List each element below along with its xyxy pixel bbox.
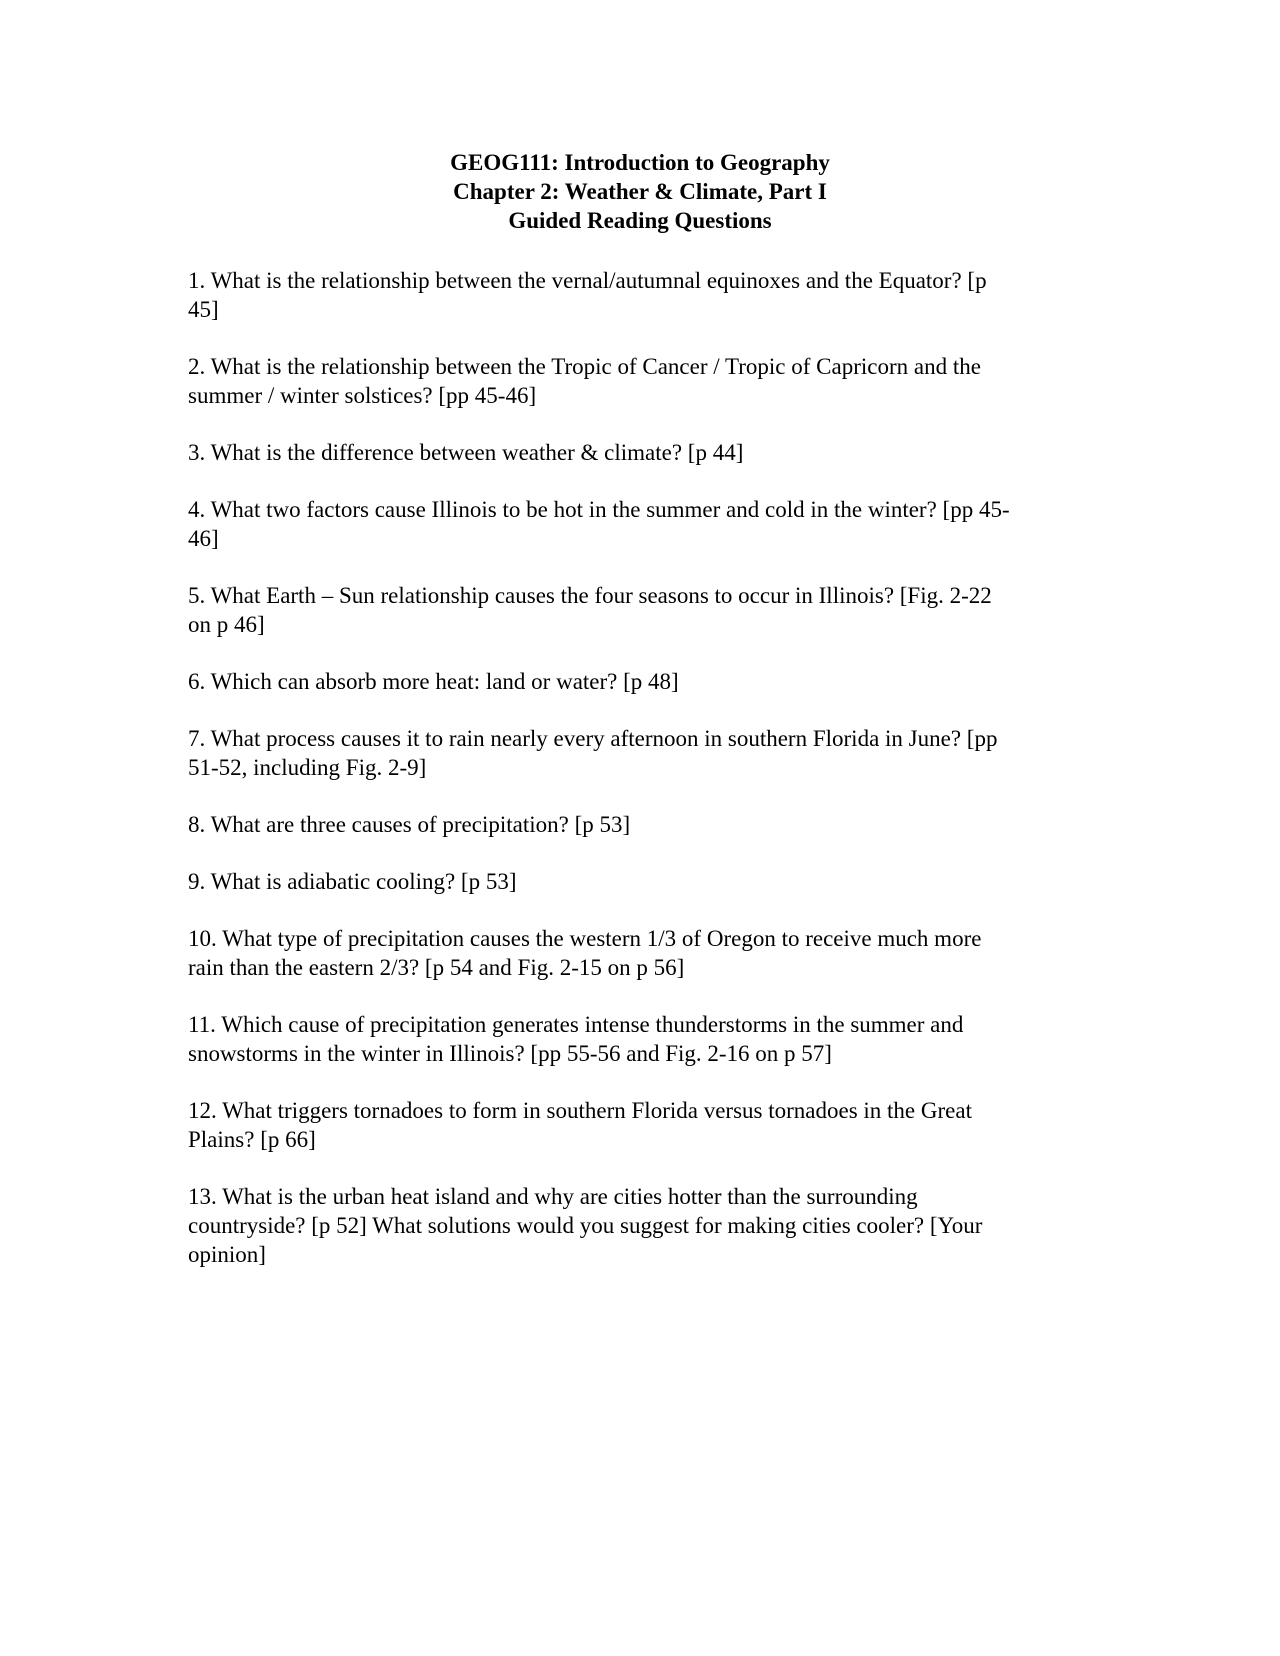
question-1: 1. What is the relationship between the vernal/autumnal equinoxes and the Equator? [p 45] xyxy=(188,268,987,322)
question-3: 3. What is the difference between weather & climate? [p 44] xyxy=(188,440,744,465)
document-header xyxy=(188,148,1092,235)
question-7: 7. What process causes it to rain nearly every afternoon in southern Florida in June? [pp 51-52, including Fig. 2-9] xyxy=(188,726,998,780)
document-subtitle: Guided Reading Questions xyxy=(508,208,772,233)
question-10: 10. What type of precipitation causes the western 1/3 of Oregon to receive much more rain than the eastern 2/3? [p 54 and Fig. 2-15 on p 56] xyxy=(188,926,982,980)
chapter-title: Chapter 2: Weather & Climate, Part I xyxy=(453,179,827,204)
question-6: 6. Which can absorb more heat: land or water? [p 48] xyxy=(188,669,679,694)
question-2: 2. What is the relationship between the Tropic of Cancer / Tropic of Capricorn and the summer / winter solstices? [pp 45-46] xyxy=(188,354,981,408)
question-11: 11. Which cause of precipitation generates intense thunderstorms in the summer and snowstorms in the winter in Illinois? [pp 55-56 and Fig. 2-16 on p 57] xyxy=(188,1012,964,1066)
question-4: 4. What two factors cause Illinois to be hot in the summer and cold in the winter? [pp 45- 46] xyxy=(188,497,1010,551)
question-9: 9. What is adiabatic cooling? [p 53] xyxy=(188,869,517,894)
question-list xyxy=(188,266,1092,1297)
question-5: 5. What Earth – Sun relationship causes the four seasons to occur in Illinois? [Fig. 2-22 on p 46] xyxy=(188,583,992,637)
question-13: 13. What is the urban heat island and why are cities hotter than the surrounding countryside? [p 52] What solutions would you suggest for making cities cooler? [Your opinion] xyxy=(188,1184,983,1267)
question-8: 8. What are three causes of precipitation? [p 53] xyxy=(188,812,631,837)
question-12: 12. What triggers tornadoes to form in southern Florida versus tornadoes in the Great Plains? [p 66] xyxy=(188,1098,972,1152)
course-title: GEOG111: Introduction to Geography xyxy=(450,150,830,175)
